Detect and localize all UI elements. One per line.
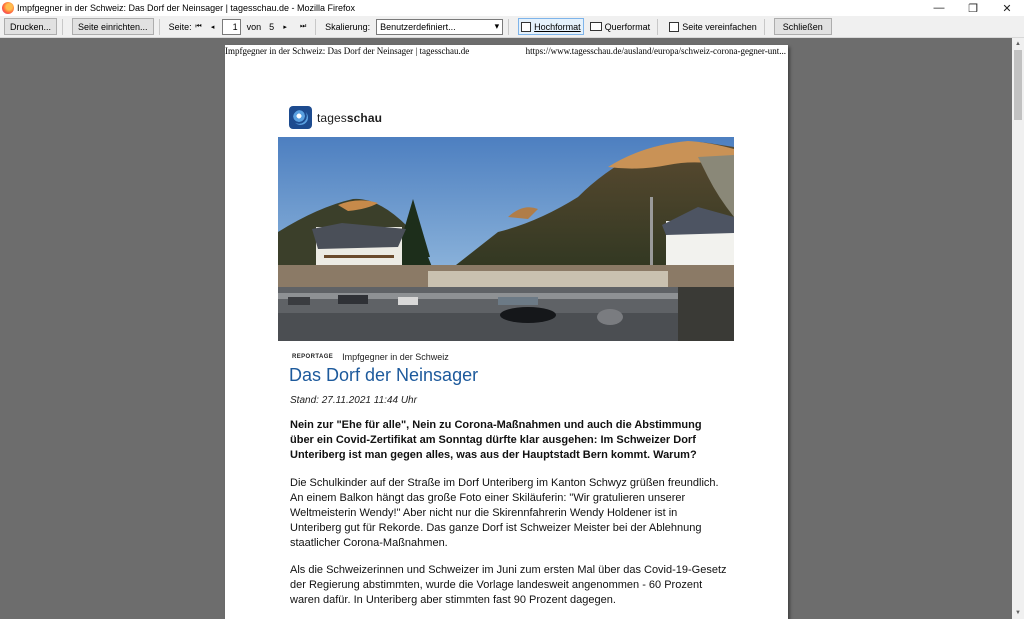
chevron-down-icon: ▾ — [494, 21, 500, 31]
close-preview-button[interactable]: Schließen — [774, 18, 832, 35]
article-kicker — [292, 352, 449, 362]
page-setup-button[interactable]: Seite einrichten... — [72, 18, 154, 35]
close-window-button[interactable]: ✕ — [1002, 2, 1012, 15]
print-preview-toolbar — [0, 16, 1024, 38]
reportage-tag: REPORTAGE — [292, 354, 334, 360]
page-header-title: Impfgegner in der Schweiz: Das Dorf der Neinsager | tagesschau.de — [225, 46, 470, 56]
window-titlebar — [0, 0, 1024, 16]
article-timestamp: Stand: 27.11.2021 11:44 Uhr — [290, 395, 417, 406]
article-headline: Das Dorf der Neinsager — [289, 365, 479, 385]
previous-page-icon[interactable]: ◂ — [210, 23, 215, 31]
toolbar-separator — [159, 19, 160, 35]
landscape-toggle[interactable] — [588, 18, 653, 35]
tagesschau-logo-icon — [289, 106, 312, 129]
article-topline: Impfgegner in der Schweiz — [342, 352, 449, 362]
page-header-url: https://www.tagesschau.de/ausland/europa/schweiz-corona-gegner-unt... — [525, 46, 786, 56]
scale-select[interactable] — [376, 19, 503, 35]
article-paragraph: Als die Schweizerinnen und Schweizer im Juni zum ersten Mal über das Covid-19-Gesetz der Regierung abstimmten, wurde die Vorlage landesweit angenommen - 60 Prozent waren dafür. In Unteriberg aber stimmten fast 90 Prozent dagegen. — [290, 564, 727, 606]
restore-button[interactable]: ❐ — [968, 2, 978, 15]
checkbox-box — [669, 22, 679, 32]
page-number-input[interactable]: 1 — [222, 19, 241, 35]
toolbar-separator — [508, 19, 509, 35]
simplify-page-checkbox[interactable] — [667, 18, 759, 35]
article-lead: Nein zur "Ehe für alle", Nein zu Corona-Maßnahmen und auch die Abstimmung über ein Covid-Zertifikat am Sonntag dürfte klar ausgehen: Im Schweizer Dorf Unteriberg ist man gegen alles, was aus der Hauptstadt Bern kommt. Warum? — [290, 419, 702, 461]
print-button[interactable]: Drucken... — [4, 18, 57, 35]
first-page-icon[interactable]: ⏮ — [195, 22, 202, 30]
preview-page — [225, 45, 788, 619]
portrait-toggle[interactable] — [518, 18, 584, 35]
landscape-label: Querformat — [604, 21, 651, 32]
firefox-icon — [2, 2, 14, 14]
landscape-page-icon — [590, 22, 602, 31]
toolbar-separator — [657, 19, 658, 35]
logo-wordmark — [317, 111, 382, 125]
window-title: Impfgegner in der Schweiz: Das Dorf der Neinsager | tagesschau.de - Mozilla Firefox — [17, 3, 355, 13]
scroll-up-icon[interactable]: ▲ — [1015, 41, 1021, 47]
logo-word-bold: schau — [346, 110, 383, 125]
logo-word-light: tages — [317, 110, 347, 125]
simplify-label: Seite vereinfachen — [682, 21, 757, 32]
scale-select-value: Benutzerdefiniert... — [380, 21, 456, 32]
last-page-icon[interactable]: ⏭ — [299, 22, 307, 30]
scroll-down-icon[interactable]: ▼ — [1015, 610, 1021, 616]
of-label: von — [246, 21, 262, 32]
scale-label: Skalierung: — [325, 21, 371, 32]
vertical-scrollbar[interactable] — [1012, 38, 1024, 619]
total-pages: 5 — [269, 21, 275, 32]
portrait-label: Hochformat — [534, 21, 581, 32]
article-photo — [278, 137, 734, 341]
toolbar-separator — [62, 19, 63, 35]
toolbar-separator — [764, 19, 765, 35]
next-page-icon[interactable]: ▸ — [283, 23, 287, 31]
tagesschau-logo — [289, 106, 382, 129]
page-label: Seite: — [168, 21, 192, 32]
scrollbar-thumb[interactable] — [1014, 50, 1022, 120]
minimize-button[interactable]: — — [933, 2, 945, 14]
portrait-page-icon — [521, 22, 531, 32]
article-paragraph: Die Schulkinder auf der Straße im Dorf Unteriberg im Kanton Schwyz grüßen freundlich. An einem Balkon hängt das große Foto einer Skiläuferin: "Wir gratulieren unserer Weltmeisterin Wendy!" Aber nicht nur die Skirennfahrerin Wendy Holdener ist in Unteriberg gut für Rekorde. Das ganze Dorf ist Schweizer Meister bei der Ablehnung staatlicher Corona-Maßnahmen. — [290, 477, 719, 549]
toolbar-separator — [315, 19, 316, 35]
